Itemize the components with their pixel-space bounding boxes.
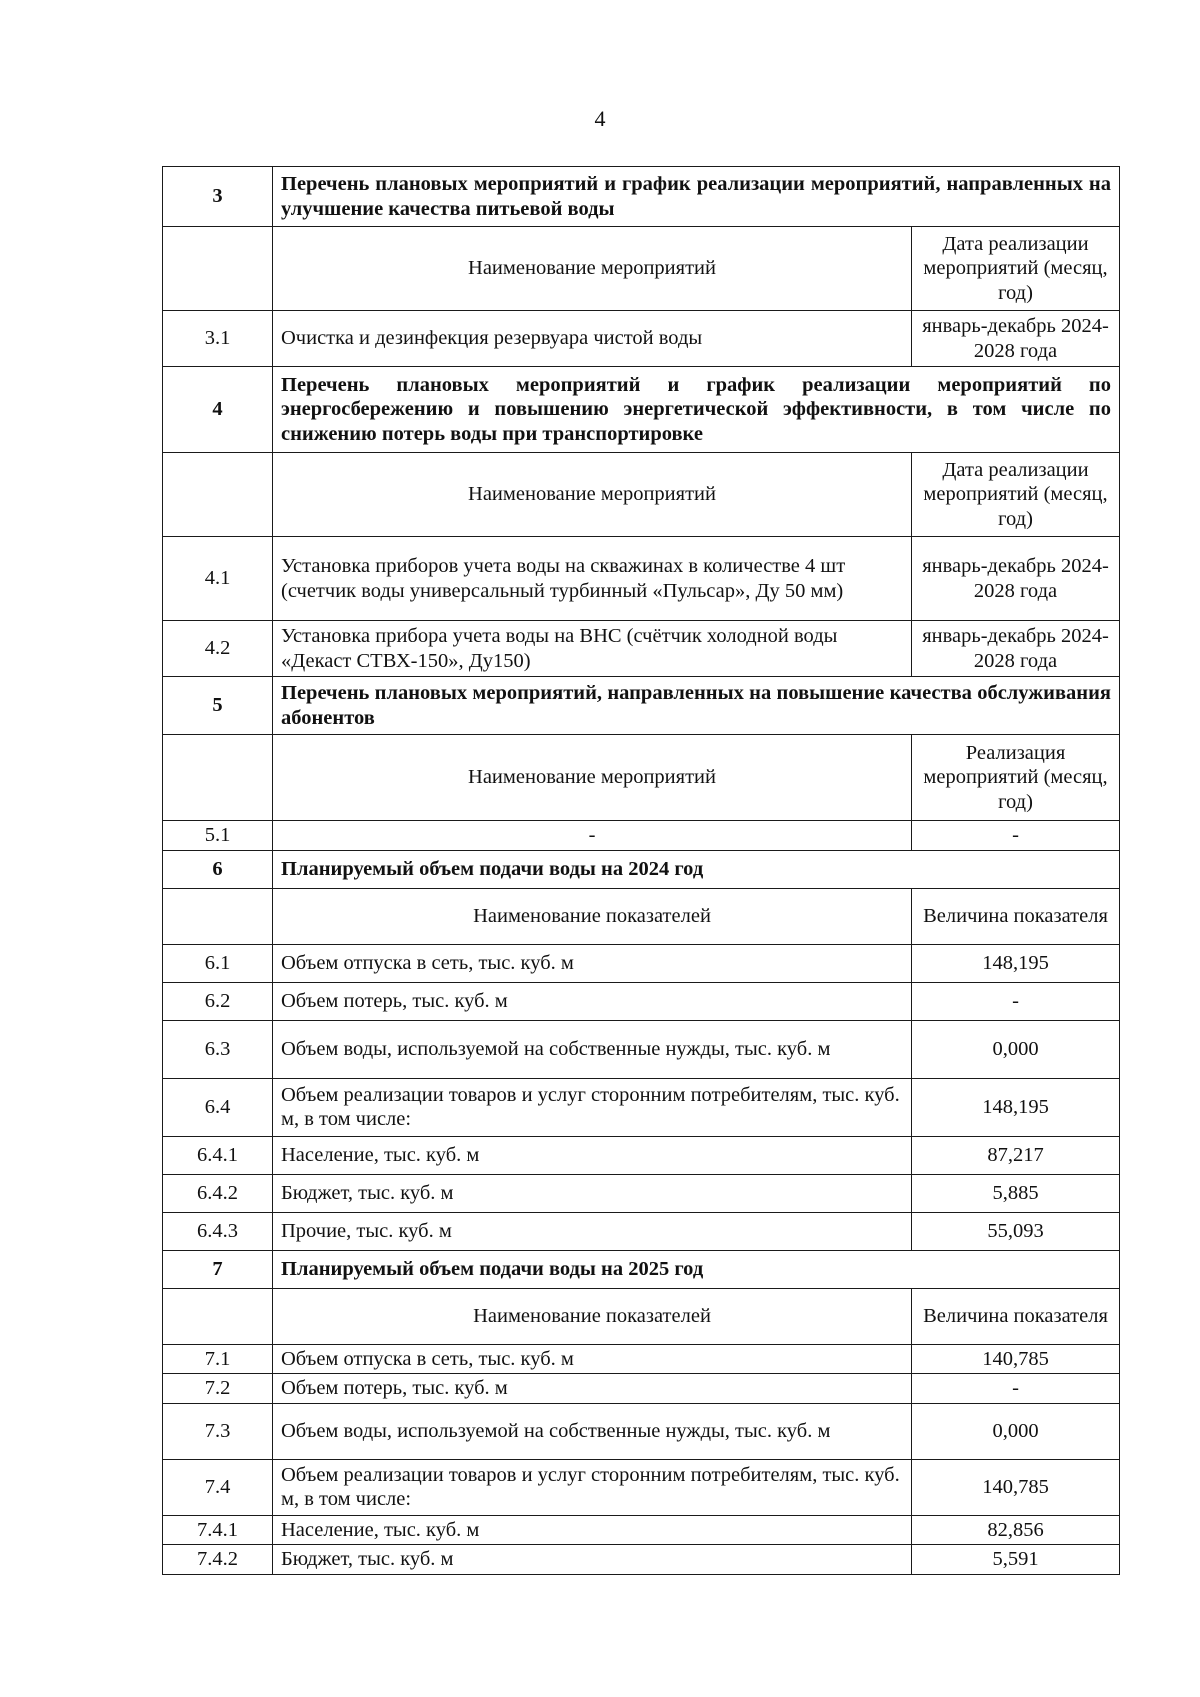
table-row [163,1374,1120,1404]
row-number: 4.2 [163,621,273,677]
table-row [163,1174,1120,1212]
row-value: 148,195 [912,944,1120,982]
header-number-cell [163,453,273,537]
row-number: 7.1 [163,1344,273,1374]
row-value: 0,000 [912,1020,1120,1078]
section-row [163,850,1120,888]
section-title: Перечень плановых мероприятий и график реализации мероприятий, направленных на улучшение качества питьевой воды [273,167,1120,227]
section-row [163,1250,1120,1288]
column-header-row [163,453,1120,537]
table-row [163,1212,1120,1250]
page-number: 4 [594,106,606,131]
row-name: Население, тыс. куб. м [273,1515,912,1545]
header-value: Величина показателя [912,1288,1120,1344]
table-row [163,1136,1120,1174]
section-number: 3 [163,167,273,227]
row-number: 6.4.3 [163,1212,273,1250]
row-value: январь-декабрь 2024-2028 года [912,311,1120,367]
column-header-row [163,227,1120,311]
row-name: Объем потерь, тыс. куб. м [273,982,912,1020]
table-row [163,1403,1120,1459]
header-name: Наименование показателей [273,888,912,944]
column-header-row [163,1288,1120,1344]
row-name: Объем реализации товаров и услуг сторонним потребителям, тыс. куб. м, в том числе: [273,1459,912,1515]
row-number: 6.2 [163,982,273,1020]
table-row [163,311,1120,367]
header-number-cell [163,735,273,821]
table-row [163,1078,1120,1136]
row-number: 7.4 [163,1459,273,1515]
row-name: Установка приборов учета воды на скважинах в количестве 4 шт (счетчик воды универсальный турбинный «Пульсар», Ду 50 мм) [273,537,912,621]
column-header-row [163,888,1120,944]
row-number: 7.2 [163,1374,273,1404]
row-value: - [912,982,1120,1020]
section-number: 6 [163,850,273,888]
header-value: Величина показателя [912,888,1120,944]
table-row [163,1459,1120,1515]
row-name: Бюджет, тыс. куб. м [273,1174,912,1212]
row-number: 6.4 [163,1078,273,1136]
section-row [163,167,1120,227]
header-value: Дата реализации мероприятий (месяц, год) [912,227,1120,311]
row-name: Объем воды, используемой на собственные нужды, тыс. куб. м [273,1403,912,1459]
row-name: Установка прибора учета воды на ВНС (счётчик холодной воды «Декаст СТВХ-150», Ду150) [273,621,912,677]
row-number: 6.1 [163,944,273,982]
row-value: 140,785 [912,1459,1120,1515]
row-name: Очистка и дезинфекция резервуара чистой воды [273,311,912,367]
row-number: 6.4.1 [163,1136,273,1174]
row-name: Бюджет, тыс. куб. м [273,1545,912,1575]
section-title: Перечень плановых мероприятий и график реализации мероприятий по энергосбережению и повышению энергетической эффективности, в том числе по снижению потерь воды при транспортировке [273,367,1120,453]
row-name: Прочие, тыс. куб. м [273,1212,912,1250]
row-name: Объем реализации товаров и услуг сторонним потребителям, тыс. куб. м, в том числе: [273,1078,912,1136]
section-title: Планируемый объем подачи воды на 2024 год [273,850,1120,888]
row-value: - [912,1374,1120,1404]
row-number: 7.4.2 [163,1545,273,1575]
table-row [163,621,1120,677]
row-number: 6.3 [163,1020,273,1078]
row-name: Объем отпуска в сеть, тыс. куб. м [273,944,912,982]
row-value: 0,000 [912,1403,1120,1459]
section-title: Перечень плановых мероприятий, направленных на повышение качества обслуживания абонентов [273,677,1120,735]
header-value: Дата реализации мероприятий (месяц, год) [912,453,1120,537]
row-name: - [273,821,912,851]
table-row [163,1344,1120,1374]
header-number-cell [163,888,273,944]
section-number: 4 [163,367,273,453]
row-value: 5,591 [912,1545,1120,1575]
row-number: 4.1 [163,537,273,621]
row-name: Объем потерь, тыс. куб. м [273,1374,912,1404]
row-value: 87,217 [912,1136,1120,1174]
header-value: Реализация мероприятий (месяц, год) [912,735,1120,821]
row-value: 82,856 [912,1515,1120,1545]
column-header-row [163,735,1120,821]
row-number: 7.3 [163,1403,273,1459]
row-value: 55,093 [912,1212,1120,1250]
section-title: Планируемый объем подачи воды на 2025 год [273,1250,1120,1288]
header-name: Наименование мероприятий [273,453,912,537]
row-name: Население, тыс. куб. м [273,1136,912,1174]
section-number: 7 [163,1250,273,1288]
row-number: 5.1 [163,821,273,851]
row-name: Объем отпуска в сеть, тыс. куб. м [273,1344,912,1374]
row-value: - [912,821,1120,851]
table-row [163,821,1120,851]
row-value: январь-декабрь 2024-2028 года [912,621,1120,677]
section-row [163,367,1120,453]
plan-table [162,166,1120,1575]
header-number-cell [163,1288,273,1344]
table-row [163,537,1120,621]
header-name: Наименование мероприятий [273,227,912,311]
header-number-cell [163,227,273,311]
table-row [163,944,1120,982]
table-row [163,1020,1120,1078]
row-value: 148,195 [912,1078,1120,1136]
section-number: 5 [163,677,273,735]
section-row [163,677,1120,735]
row-value: 5,885 [912,1174,1120,1212]
table-row [163,1515,1120,1545]
row-name: Объем воды, используемой на собственные нужды, тыс. куб. м [273,1020,912,1078]
row-value: январь-декабрь 2024-2028 года [912,537,1120,621]
row-number: 6.4.2 [163,1174,273,1212]
table-row [163,982,1120,1020]
header-name: Наименование мероприятий [273,735,912,821]
row-number: 7.4.1 [163,1515,273,1545]
row-value: 140,785 [912,1344,1120,1374]
row-number: 3.1 [163,311,273,367]
header-name: Наименование показателей [273,1288,912,1344]
table-row [163,1545,1120,1575]
